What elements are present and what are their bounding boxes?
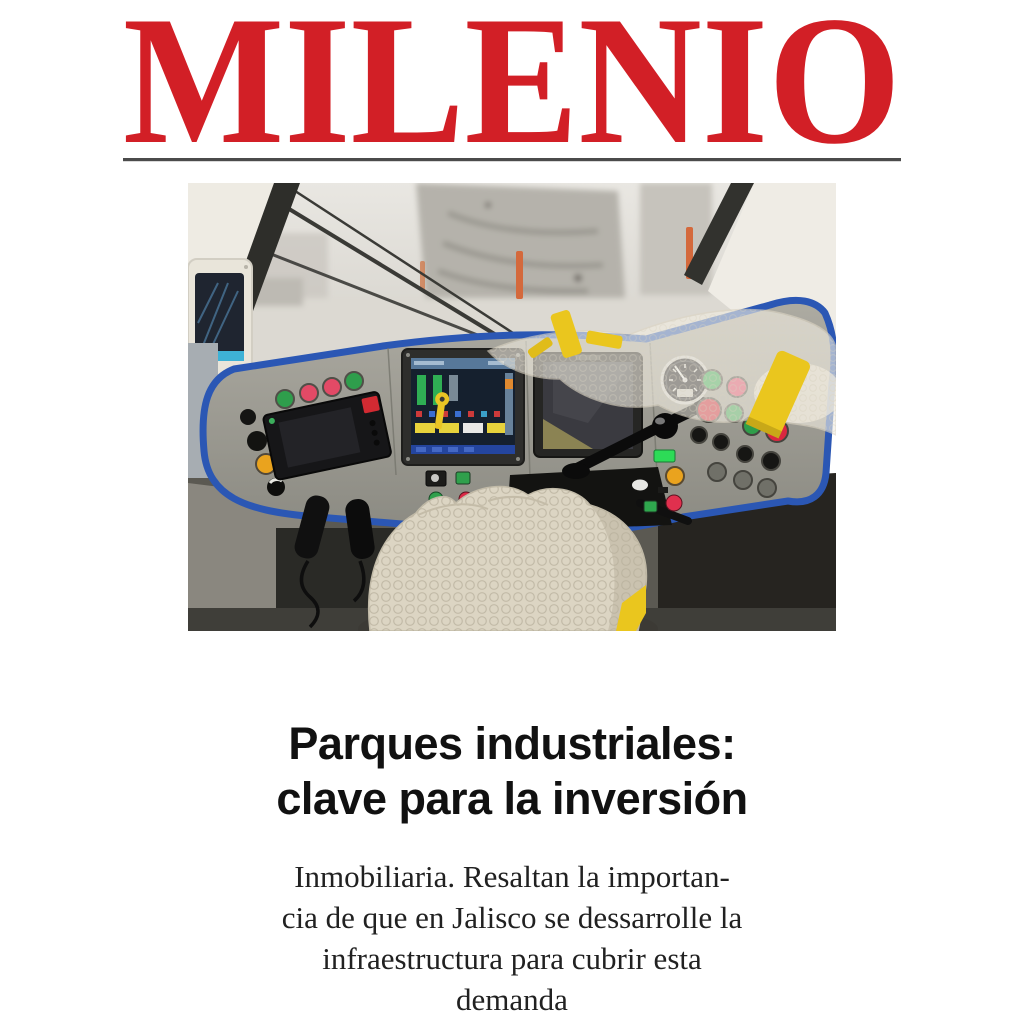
headline-line-1: Parques industriales: <box>288 718 736 769</box>
article-deck <box>172 857 852 1021</box>
masthead-title[interactable]: MILENIO <box>123 4 901 156</box>
masthead-logo[interactable] <box>62 4 962 156</box>
masthead-divider <box>123 158 901 161</box>
masthead <box>0 0 1024 161</box>
article-headline <box>0 717 1024 827</box>
deck-line-3: infraestructura para cubrir esta <box>322 940 702 976</box>
train-cab-photo <box>188 183 836 631</box>
deck-line-4: demanda <box>456 981 568 1017</box>
touchscreen-display <box>402 349 524 465</box>
article-photo <box>188 183 836 631</box>
deck-line-2: cia de que en Jalisco se dessarrolle la <box>281 899 743 935</box>
headline-line-2: clave para la inversión <box>276 772 748 824</box>
deck-line-1: Inmobiliaria. Resaltan la importan- <box>294 858 730 894</box>
